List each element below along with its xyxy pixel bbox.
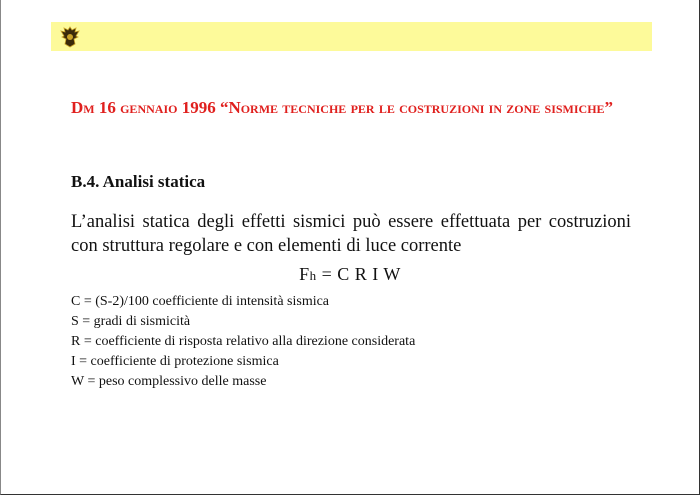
formula [1,264,699,285]
definition-item: I = coefficiente di protezione sismica [71,354,279,369]
formula-base: F [299,264,310,284]
section-heading: B.4. Analisi statica [71,172,206,191]
definition-item: S = gradi di sismicità [71,314,191,329]
formula-rest: = C R I W [316,264,401,284]
definitions-list [71,292,631,392]
formula-subscript: h [309,268,317,283]
header-bar [51,22,652,51]
intro-paragraph: L’analisi statica degli effetti sismici può essere effettuata per costruzioni con struttura regolare e con elementi di luce corrente [71,212,631,256]
definition-item: C = (S-2)/100 coefficiente di intensità sismica [71,294,330,309]
definition-item: W = peso complessivo delle masse [71,374,267,389]
document-title: Dm 16 gennaio 1996 “Norme tecniche per le costruzioni in zone sismiche” [71,98,614,117]
definition-item: R = coefficiente di risposta relativo alla direzione considerata [71,334,416,349]
eagle-emblem-icon [59,25,81,49]
